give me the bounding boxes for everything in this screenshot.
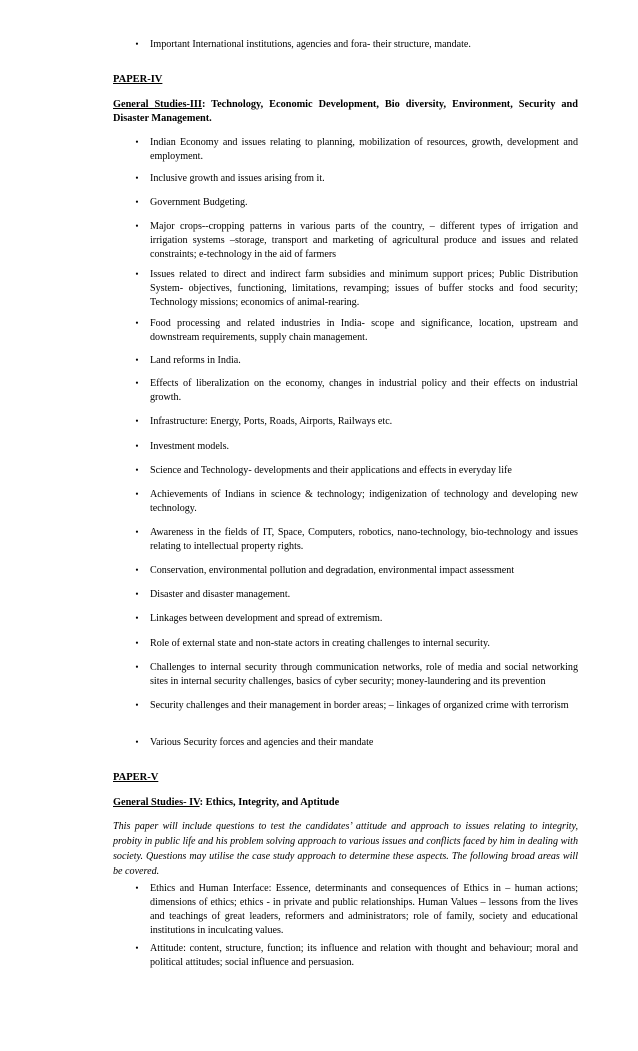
paper-v-gs-title: : Ethics, Integrity, and Aptitude [199, 797, 340, 808]
list-item-text: Disaster and disaster management. [150, 589, 291, 600]
bullet-icon: • [135, 638, 139, 648]
list-item-text: Security challenges and their management in border areas; – linkages of organized crime with terrorism [150, 700, 569, 711]
bullet-icon: • [135, 441, 139, 451]
list-item-text: Science and Technology- developments and their applications and effects in everyday life [150, 465, 512, 476]
bullet-icon: • [135, 700, 139, 710]
list-item-text: Inclusive growth and issues arising from it. [150, 173, 325, 184]
paper-iv-gs-title: : Technology, Economic Development, Bio diversity, Environment, Security and Disaster Management. [113, 99, 578, 124]
paper-v-heading: PAPER-V [113, 772, 159, 783]
paper-iv-heading: PAPER-IV [113, 74, 163, 85]
bullet-icon: • [135, 355, 139, 365]
list-item-text: Achievements of Indians in science & technology; indigenization of technology and developing new technology. [150, 489, 578, 514]
paper-v-intro: This paper will include questions to test the candidates’ attitude and approach to issues relating to integrity, probity in public life and his problem solving approach to various issues and conflicts faced by him in dealing with society. Questions may utilise the case study approach to determine these aspects. The following broad areas will be covered. [113, 821, 578, 877]
list-item-text: Conservation, environmental pollution and degradation, environmental impact assessment [150, 565, 515, 576]
list-item-text: Land reforms in India. [150, 355, 241, 366]
bullet-icon: • [135, 221, 139, 231]
bullet-icon: • [135, 378, 139, 388]
list-item-text: Indian Economy and issues relating to planning, mobilization of resources, growth, development and employment. [150, 137, 578, 162]
bullet-icon: • [135, 173, 139, 183]
list-item-text: Challenges to internal security through communication networks, role of media and social networking sites in internal security challenges, basics of cyber security; money-laundering and its prevention [150, 662, 578, 687]
bullet-icon: • [135, 416, 139, 426]
list-item-text: Attitude: content, structure, function; its influence and relation with thought and behaviour; moral and political attitudes; social influence and persuasion. [150, 943, 578, 968]
list-item-text: Major crops--cropping patterns in various parts of the country, – different types of irrigation and irrigation systems –storage, transport and marketing of agricultural produce and issues and related constraints; e-technology in the aid of farmers [150, 221, 578, 260]
list-item-text: Food processing and related industries in India- scope and significance, location, upstream and downstream requirements, supply chain management. [150, 318, 578, 343]
bullet-icon: • [135, 465, 139, 475]
list-item-text: Ethics and Human Interface: Essence, determinants and consequences of Ethics in – human actions; dimensions of ethics; ethics - in private and public relationships. Human Values – lessons from the lives and teachings of great leaders, reformers and administrators; role of family, society and educational institutions in inculcating values. [150, 883, 578, 936]
bullet-icon: • [135, 565, 139, 575]
bullet-icon: • [135, 489, 139, 499]
list-item-text: Government Budgeting. [150, 197, 248, 208]
bullet-icon: • [135, 737, 139, 747]
bullet-icon: • [135, 318, 139, 328]
bullet-icon: • [135, 197, 139, 207]
bullet-icon: • [135, 527, 139, 537]
list-item-text: Awareness in the fields of IT, Space, Computers, robotics, nano-technology, bio-technology and issues relating to intellectual property rights. [150, 527, 578, 552]
bullet-icon: • [135, 613, 139, 623]
list-item-text: Linkages between development and spread of extremism. [150, 613, 383, 624]
paper-iv-subject-title [113, 98, 578, 126]
list-item-text: Infrastructure: Energy, Ports, Roads, Airports, Railways etc. [150, 416, 393, 427]
bullet-icon: • [135, 883, 139, 893]
list-item-text: Role of external state and non-state actors in creating challenges to internal security. [150, 638, 490, 649]
bullet-icon: • [135, 589, 139, 599]
list-item-text: Issues related to direct and indirect farm subsidies and minimum support prices; Public Distribution System- objectives, functioning, limitations, revamping; issues of buffer stocks and food security; Technology missions; economics of animal-rearing. [150, 269, 578, 308]
bullet-icon: • [135, 269, 139, 279]
bullet-icon: • [135, 39, 139, 49]
list-item-text: Important International institutions, agencies and fora- their structure, mandate. [150, 39, 471, 50]
paper-v-gs-label: General Studies- IV [113, 797, 200, 808]
list-item-text: Various Security forces and agencies and their mandate [150, 737, 374, 748]
list-item-text: Effects of liberalization on the economy, changes in industrial policy and their effects on industrial growth. [150, 378, 578, 403]
bullet-icon: • [135, 662, 139, 672]
bullet-icon: • [135, 137, 139, 147]
list-item-text: Investment models. [150, 441, 230, 452]
paper-v-subject-title [113, 796, 578, 810]
bullet-icon: • [135, 943, 139, 953]
paper-iv-gs-label: General Studies-III [113, 99, 202, 110]
